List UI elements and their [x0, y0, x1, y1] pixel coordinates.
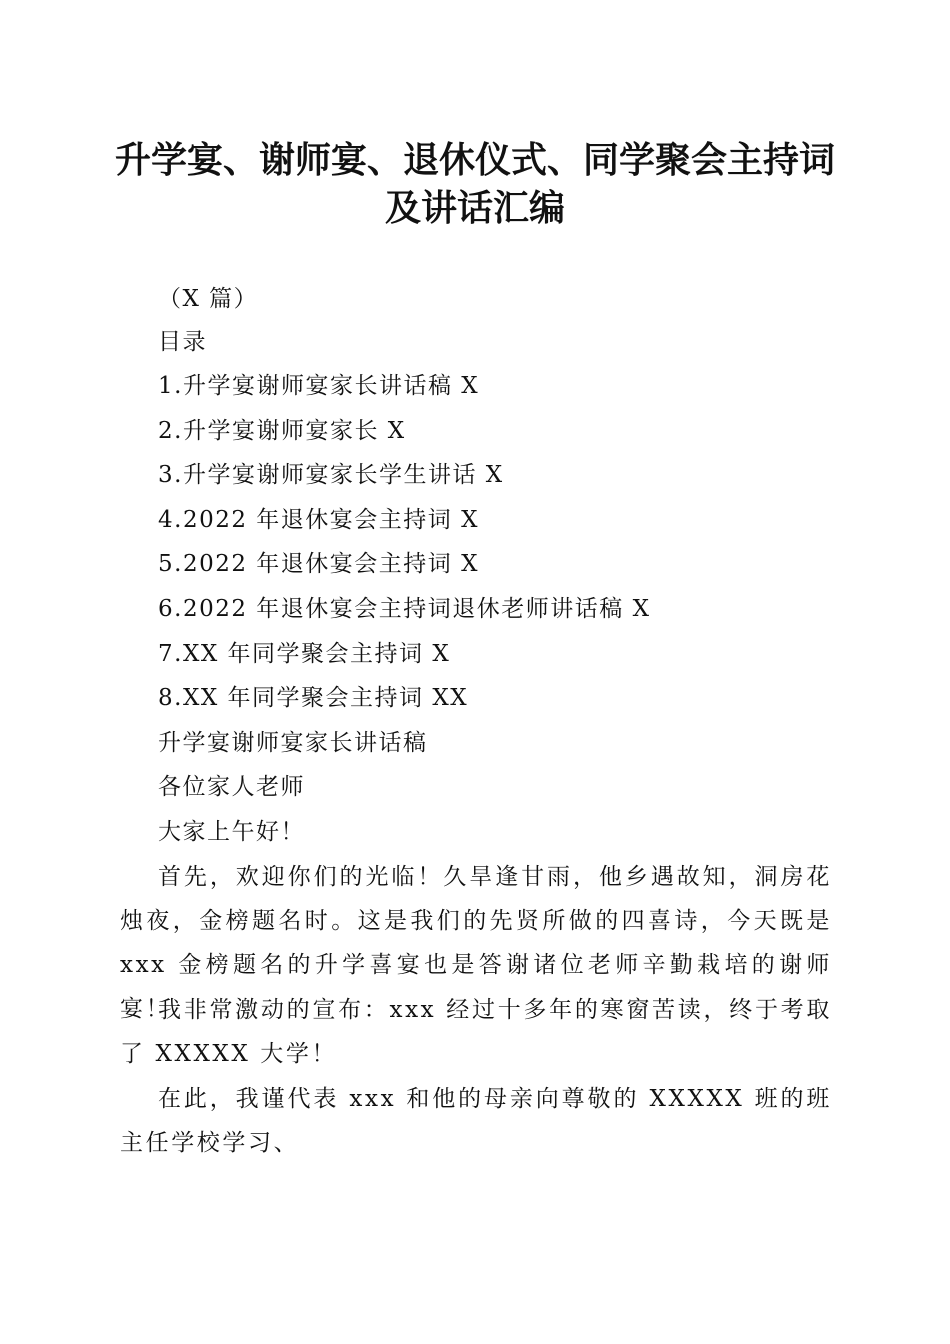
toc-item: 4.2022 年退休宴会主持词 X	[158, 507, 479, 533]
section-title: 升学宴谢师宴家长讲话稿	[158, 730, 428, 756]
toc-item: 2.升学宴谢师宴家长 X	[158, 418, 406, 444]
toc-item: 8.XX 年同学聚会主持词 XX	[158, 685, 469, 711]
body-paragraph: 我非常激动的宣布：xxx 经过十多年的寒窗苦读，终于考取了 XXXXX 大学！	[120, 997, 832, 1067]
toc-item: 3.升学宴谢师宴家长学生讲话 X	[158, 462, 504, 488]
document-title-line-2: 及讲话汇编	[384, 187, 565, 229]
greeting: 大家上午好！	[158, 819, 305, 845]
toc-item: 6.2022 年退休宴会主持词退休老师讲话稿 X	[158, 596, 651, 622]
toc-item: 1.升学宴谢师宴家长讲话稿 X	[158, 373, 480, 399]
body-paragraph: 在此，我谨代表 xxx 和他的母亲向尊敬的 XXXXX 班的班主任学校学习、	[120, 1086, 832, 1156]
salutation: 各位家人老师	[158, 774, 305, 800]
toc-item: 7.XX 年同学聚会主持词 X	[158, 641, 451, 667]
toc-heading: 目录	[158, 329, 207, 355]
body-paragraph: 首先，欢迎你们的光临！久旱逢甘雨，他乡遇故知，洞房花烛夜，金榜题名时。这是我们的先贤所做的四喜诗，今天既是 xxx 金榜题名的升学喜宴也是答谢诸位老师辛勤栽培的谢师宴！	[120, 864, 832, 1022]
subtitle: （X 篇）	[158, 286, 259, 312]
document-title-line-1: 升学宴、谢师宴、退休仪式、同学聚会主持词	[114, 139, 835, 181]
toc-item: 5.2022 年退休宴会主持词 X	[158, 551, 479, 577]
